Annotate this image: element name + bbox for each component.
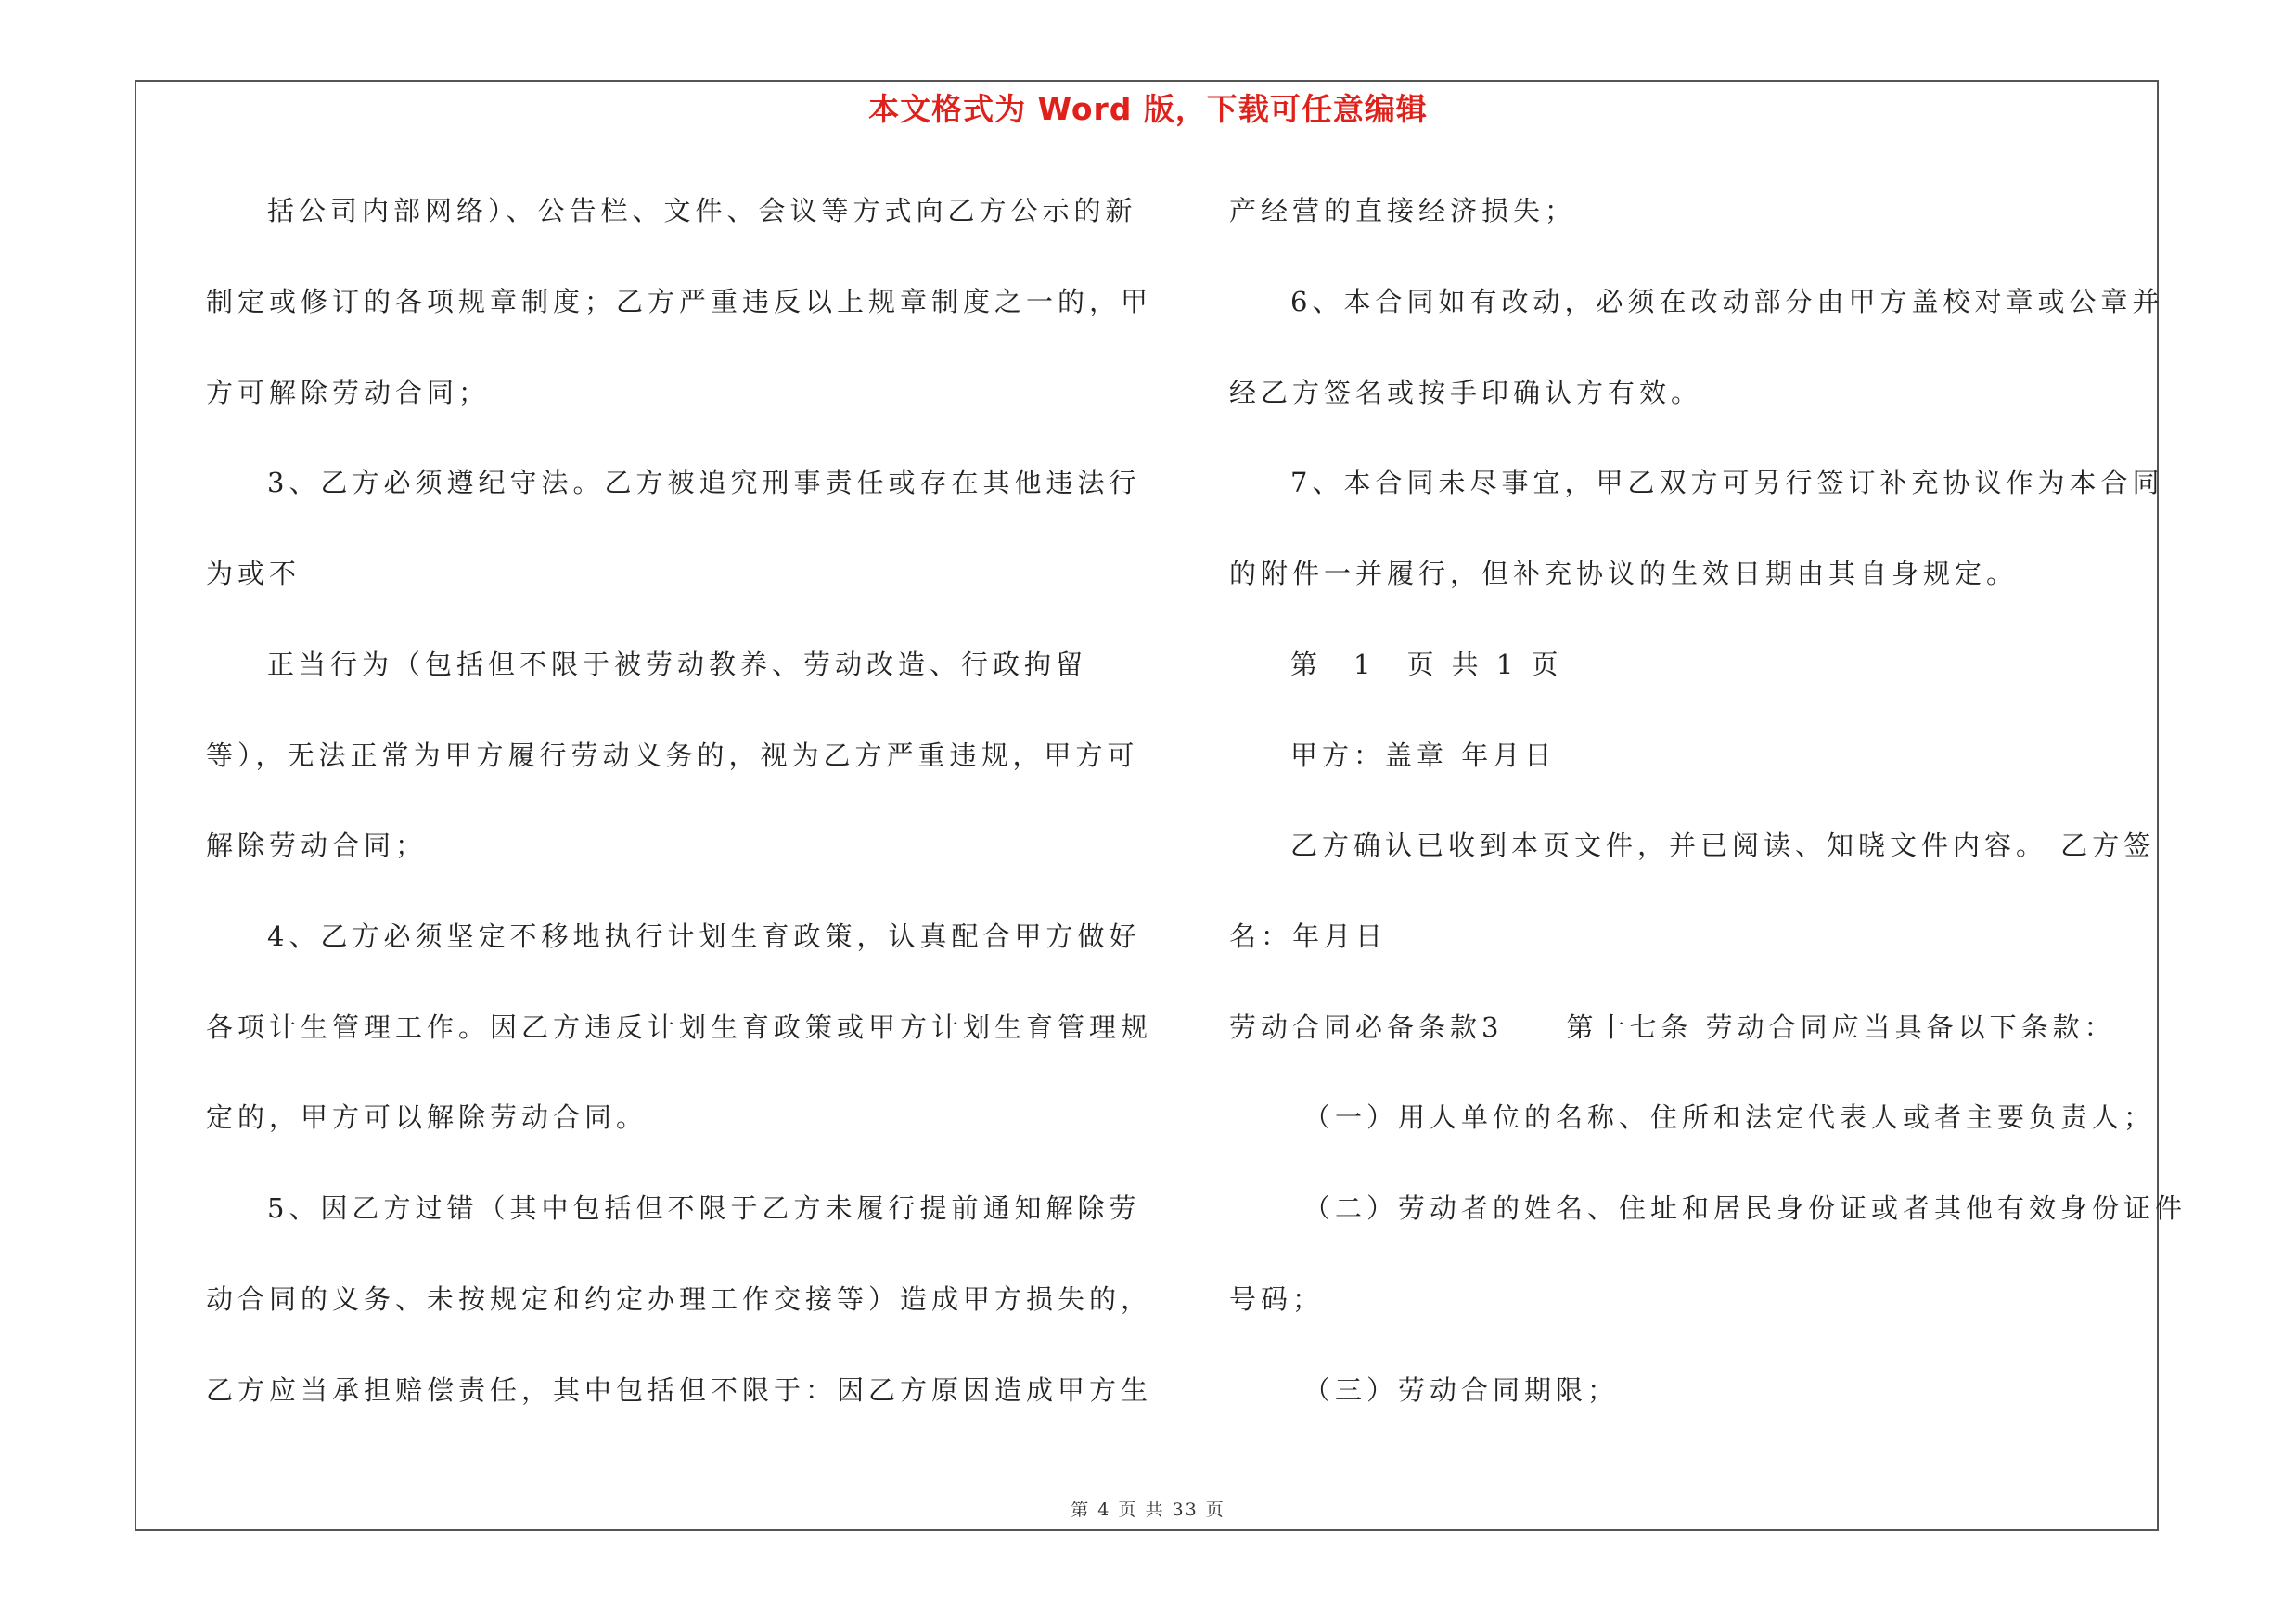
text-line: 正当行为（包括但不限于被劳动教养、劳动改造、行政拘留 [267,649,1088,680]
page-number-footer: 第 4 页 共 33 页 [1071,1500,1225,1520]
text-line: 为或不 [206,558,301,589]
text-line: （一）用人单位的名称、住所和法定代表人或者主要负责人； [1303,1101,2156,1133]
text-line: 5、因乙方过错（其中包括但不限于乙方未履行提前通知解除劳 [267,1192,1141,1224]
text-line: 括公司内部网络）、公告栏、文件、会议等方式向乙方公示的新 [267,195,1137,226]
text-line: 甲方：盖章 年月日 [1290,740,1557,771]
text-line: 等），无法正常为甲方履行劳动义务的，视为乙方严重违规，甲方可 [206,740,1139,771]
text-line: 经乙方签名或按手印确认方有效。 [1229,377,1703,408]
text-line: 劳动合同必备条款3 第十七条 劳动合同应当具备以下条款： [1229,1011,2116,1043]
text-line: 的附件一并履行，但补充协议的生效日期由其自身规定。 [1229,558,2019,589]
text-line: 乙方应当承担赔偿责任，其中包括但不限于：因乙方原因造成甲方生 [206,1374,1153,1406]
text-line: 解除劳动合同； [206,830,428,861]
text-line: 号码； [1229,1283,1325,1315]
text-line: 第 1 页 共 1 页 [1290,649,1563,680]
text-line: 6、本合同如有改动，必须在改动部分由甲方盖校对章或公章并 [1290,286,2164,317]
text-line: 3、乙方必须遵纪守法。乙方被追究刑事责任或存在其他违法行 [267,467,1141,498]
text-line: 4、乙方必须坚定不移地执行计划生育政策，认真配合甲方做好 [267,921,1141,952]
format-notice-banner: 本文格式为 Word 版，下载可任意编辑 [868,91,1428,127]
text-line: （二）劳动者的姓名、住址和居民身份证或者其他有效身份证件 [1303,1192,2187,1224]
text-line: 名：年月日 [1229,921,1388,952]
text-line: 7、本合同未尽事宜，甲乙双方可另行签订补充协议作为本合同 [1290,467,2164,498]
text-line: 方可解除劳动合同； [206,377,491,408]
text-line: 各项计生管理工作。因乙方违反计划生育政策或甲方计划生育管理规 [206,1011,1153,1043]
text-line: 产经营的直接经济损失； [1229,195,1577,226]
text-line: （三）劳动合同期限； [1303,1374,1620,1406]
text-line: 动合同的义务、未按规定和约定办理工作交接等）造成甲方损失的， [206,1283,1153,1315]
text-line: 制定或修订的各项规章制度；乙方严重违反以上规章制度之一的，甲 [206,286,1153,317]
text-line: 定的，甲方可以解除劳动合同。 [206,1101,648,1133]
text-line: 乙方确认已收到本页文件，并已阅读、知晓文件内容。 乙方签 [1290,830,2156,861]
